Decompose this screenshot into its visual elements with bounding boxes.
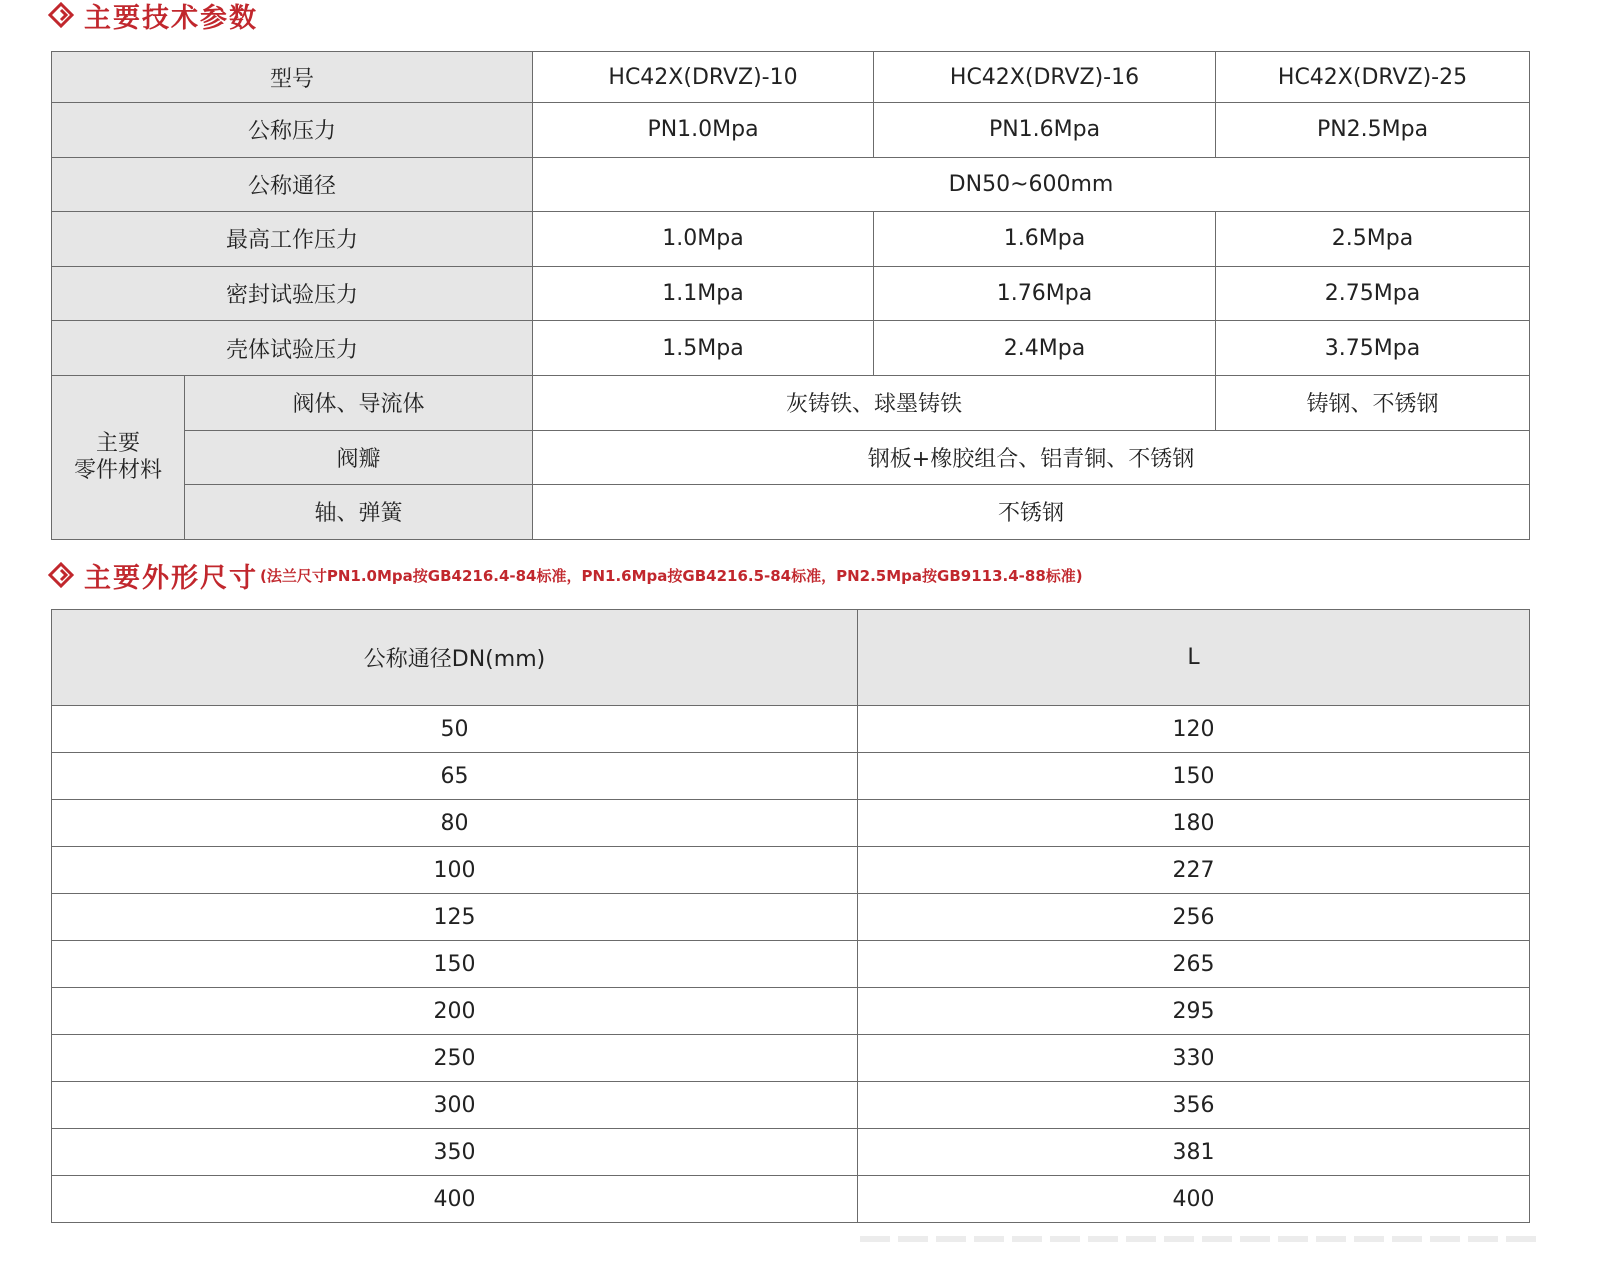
cell-l: 295 [858,988,1530,1035]
material-body-value-a: 灰铸铁、球墨铸铁 [533,375,1216,430]
table-row [52,800,1530,847]
row-material-shaft [52,485,1530,540]
seal-test-pressure-16: 1.76Mpa [874,266,1216,321]
cell-dn: 100 [52,847,858,894]
row-shell-test-pressure [52,321,1530,376]
header-l: L [858,610,1530,706]
row-material-disc [52,430,1530,485]
nominal-diameter-value: DN50~600mm [533,157,1530,212]
shell-test-pressure-25: 3.75Mpa [1216,321,1530,376]
cell-l: 256 [858,894,1530,941]
cell-l: 150 [858,753,1530,800]
cell-dn: 65 [52,753,858,800]
section-note: (法兰尺寸PN1.0Mpa按GB4216.4-84标准，PN1.6Mpa按GB4216.5-84标准，PN2.5Mpa按GB9113.4-88标准) [260,566,1083,585]
seal-test-pressure-25: 2.75Mpa [1216,266,1530,321]
tech-params-table [51,51,1530,540]
nominal-pressure-10: PN1.0Mpa [533,103,874,158]
max-work-pressure-16: 1.6Mpa [874,212,1216,267]
bottom-edge-artifact [860,1236,1540,1242]
model-16: HC42X(DRVZ)-16 [874,52,1216,103]
model-25: HC42X(DRVZ)-25 [1216,52,1530,103]
label-seal-test-pressure: 密封试验压力 [52,266,533,321]
table-row [52,988,1530,1035]
cell-l: 265 [858,941,1530,988]
row-nominal-diameter [52,157,1530,212]
max-work-pressure-10: 1.0Mpa [533,212,874,267]
diamond-arrow-icon [48,562,76,588]
material-disc-value: 钢板+橡胶组合、铝青铜、不锈钢 [533,430,1530,485]
label-nominal-diameter: 公称通径 [52,157,533,212]
table-row [52,706,1530,753]
table-row [52,753,1530,800]
table-row [52,1176,1530,1223]
table-row [52,847,1530,894]
table-row [52,1082,1530,1129]
cell-dn: 50 [52,706,858,753]
dimensions-table [51,609,1530,1223]
table-header-row [52,610,1530,706]
section-title-text: 主要技术参数 [84,2,258,34]
cell-dn: 300 [52,1082,858,1129]
row-nominal-pressure [52,103,1530,158]
material-shaft-value: 不锈钢 [533,485,1530,540]
shell-test-pressure-10: 1.5Mpa [533,321,874,376]
label-shell-test-pressure: 壳体试验压力 [52,321,533,376]
model-10: HC42X(DRVZ)-10 [533,52,874,103]
cell-l: 120 [858,706,1530,753]
table-row [52,1035,1530,1082]
cell-dn: 80 [52,800,858,847]
cell-l: 330 [858,1035,1530,1082]
label-max-work-pressure: 最高工作压力 [52,212,533,267]
section-title-text: 主要外形尺寸 [84,562,258,594]
row-seal-test-pressure [52,266,1530,321]
table-row [52,894,1530,941]
cell-dn: 125 [52,894,858,941]
label-main-materials [52,375,185,539]
section-title-dimensions [48,558,1083,592]
label-material-disc: 阀瓣 [185,430,533,485]
label-nominal-pressure: 公称压力 [52,103,533,158]
row-material-body [52,375,1530,430]
label-material-shaft: 轴、弹簧 [185,485,533,540]
cell-l: 227 [858,847,1530,894]
max-work-pressure-25: 2.5Mpa [1216,212,1530,267]
seal-test-pressure-10: 1.1Mpa [533,266,874,321]
section-title-tech-params [48,0,258,34]
nominal-pressure-25: PN2.5Mpa [1216,103,1530,158]
table-row [52,1129,1530,1176]
cell-dn: 200 [52,988,858,1035]
cell-l: 381 [858,1129,1530,1176]
diamond-arrow-icon [48,2,76,28]
cell-dn: 150 [52,941,858,988]
cell-dn: 350 [52,1129,858,1176]
header-dn: 公称通径DN(mm) [52,610,858,706]
label-main-materials-line2: 零件材料 [73,458,162,484]
material-body-value-b: 铸钢、不锈钢 [1216,375,1530,430]
label-main-materials-line1: 主要 [95,430,140,456]
label-model: 型号 [52,52,533,103]
nominal-pressure-16: PN1.6Mpa [874,103,1216,158]
cell-dn: 250 [52,1035,858,1082]
cell-dn: 400 [52,1176,858,1223]
cell-l: 356 [858,1082,1530,1129]
row-model [52,52,1530,103]
cell-l: 180 [858,800,1530,847]
shell-test-pressure-16: 2.4Mpa [874,321,1216,376]
cell-l: 400 [858,1176,1530,1223]
row-max-work-pressure [52,212,1530,267]
table-row [52,941,1530,988]
label-material-body: 阀体、导流体 [185,375,533,430]
